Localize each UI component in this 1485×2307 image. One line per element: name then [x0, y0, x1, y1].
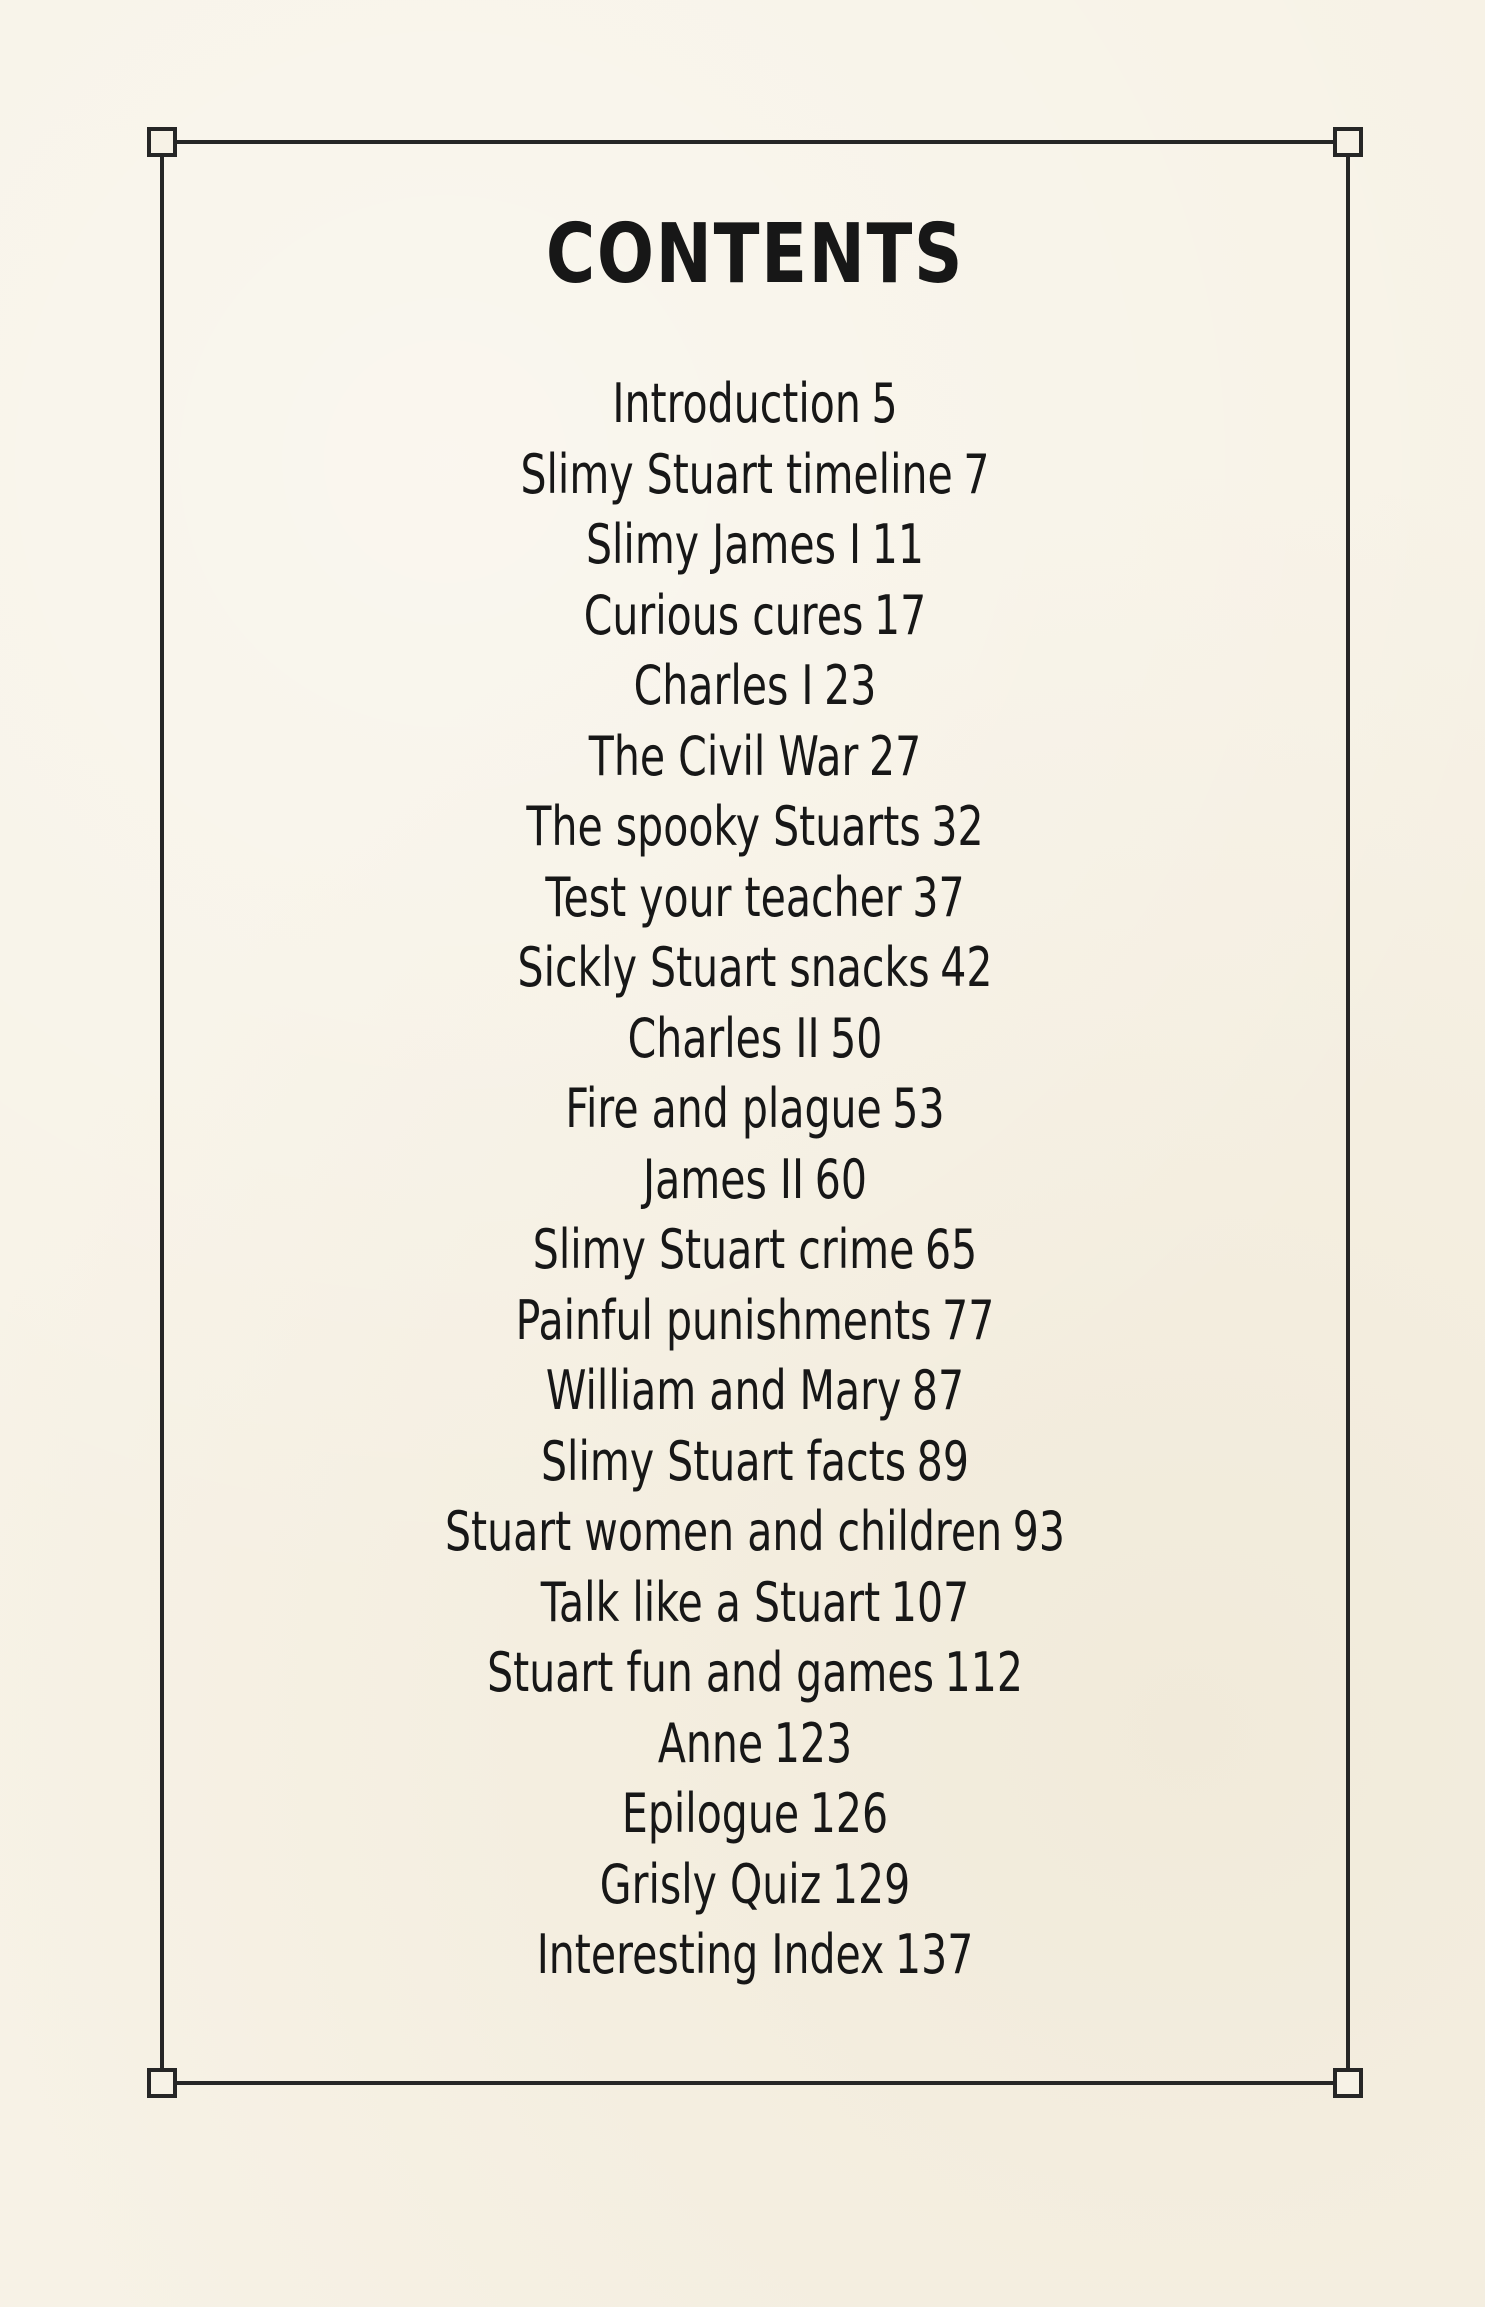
contents-entry — [306, 933, 1204, 1004]
entry-title: James II — [643, 1147, 805, 1211]
entry-page-number: 50 — [830, 1006, 883, 1070]
entry-title: Introduction — [612, 372, 861, 435]
entry-title: Painful punishments — [515, 1288, 932, 1352]
entry-title: Charles II — [627, 1006, 820, 1070]
contents-entry — [306, 1145, 1204, 1216]
entry-title: Slimy Stuart facts — [541, 1429, 907, 1493]
entry-title: Talk like a Stuart — [540, 1570, 881, 1634]
entry-title: William and Mary — [545, 1359, 902, 1422]
entry-page-number: 107 — [890, 1570, 970, 1634]
entry-page-number: 126 — [809, 1782, 889, 1845]
contents-entry — [306, 1497, 1204, 1568]
entry-title: Grisly Quiz — [599, 1852, 822, 1916]
contents-entry — [306, 1074, 1204, 1145]
entry-title: Stuart women and children — [444, 1500, 1003, 1563]
entry-page-number: 32 — [931, 795, 984, 858]
entry-title: Slimy James I — [585, 513, 862, 576]
entry-page-number: 112 — [944, 1641, 1023, 1704]
entry-page-number: 93 — [1012, 1500, 1066, 1563]
contents-entry — [306, 1356, 1204, 1427]
entry-title: Test your teacher — [545, 865, 902, 929]
contents-entry — [306, 1920, 1204, 1991]
entry-page-number: 123 — [773, 1711, 853, 1775]
contents-entry — [306, 722, 1204, 793]
entry-title: Stuart fun and games — [487, 1641, 934, 1704]
entry-title: Interesting Index — [536, 1923, 885, 1986]
entry-page-number: 87 — [911, 1359, 965, 1422]
entry-page-number: 5 — [871, 372, 898, 435]
entry-page-number: 42 — [940, 936, 993, 999]
entry-title: Sickly Stuart snacks — [517, 936, 930, 999]
contents-entry — [306, 1779, 1204, 1850]
contents-entry — [306, 1638, 1204, 1709]
entry-title: Anne — [657, 1711, 764, 1775]
entry-title: Fire and plague — [565, 1077, 882, 1140]
entry-title: The spooky Stuarts — [526, 795, 921, 858]
entry-title: Curious cures — [583, 583, 864, 647]
contents-entry — [306, 1215, 1204, 1286]
entry-page-number: 7 — [963, 442, 990, 506]
entry-page-number: 65 — [924, 1218, 978, 1281]
entry-title: The Civil War — [588, 724, 859, 788]
entry-page-number: 60 — [814, 1147, 867, 1211]
contents-entry — [306, 1286, 1204, 1357]
entry-page-number: 37 — [912, 865, 965, 929]
entry-page-number: 11 — [871, 513, 925, 576]
contents-entry — [306, 440, 1204, 511]
entry-page-number: 137 — [894, 1923, 974, 1986]
entry-page-number: 23 — [824, 654, 877, 717]
contents-frame — [160, 140, 1350, 2085]
entry-title: Epilogue — [621, 1782, 800, 1845]
contents-entry — [306, 651, 1204, 722]
contents-entry — [306, 1568, 1204, 1639]
contents-entry — [306, 863, 1204, 934]
contents-entry — [306, 1850, 1204, 1921]
contents-list — [164, 369, 1346, 1991]
entry-page-number: 77 — [942, 1288, 995, 1352]
entry-page-number: 17 — [874, 583, 927, 647]
contents-entry — [306, 1709, 1204, 1780]
contents-entry — [306, 369, 1204, 440]
contents-entry — [306, 510, 1204, 581]
entry-title: Charles I — [633, 654, 814, 717]
page-title: CONTENTS — [545, 207, 965, 302]
entry-title: Slimy Stuart crime — [532, 1218, 915, 1281]
contents-content — [164, 144, 1346, 2081]
contents-entry — [306, 1004, 1204, 1075]
entry-page-number: 27 — [868, 724, 922, 788]
contents-entry — [306, 1427, 1204, 1498]
contents-entry — [306, 581, 1204, 652]
entry-page-number: 53 — [892, 1077, 945, 1140]
contents-entry — [306, 792, 1204, 863]
entry-title: Slimy Stuart timeline — [520, 442, 953, 506]
entry-page-number: 129 — [831, 1852, 911, 1916]
entry-page-number: 89 — [916, 1429, 969, 1493]
